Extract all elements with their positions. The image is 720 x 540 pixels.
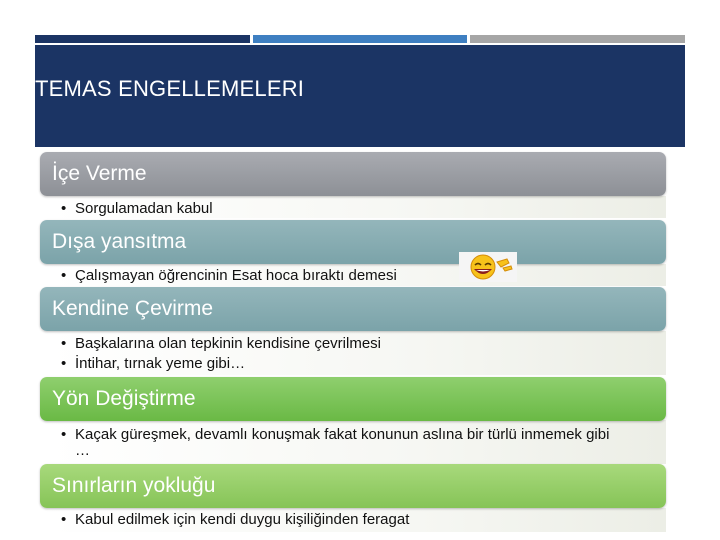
section-1-header-text: İçe Verme (52, 162, 147, 185)
bullet-dot: • (61, 335, 67, 352)
bullet-dot: • (61, 355, 67, 372)
section-2-bullet-1 (61, 268, 397, 284)
section-5-header-text: Sınırların yokluğu (52, 474, 216, 497)
section-3-header-text: Kendine Çevirme (52, 297, 214, 320)
bullet-dot: • (61, 511, 67, 528)
laughing-smiley-icon (459, 252, 517, 282)
section-4-header (40, 377, 666, 421)
section-3-bullet-2 (61, 356, 245, 372)
section-5-bullet-1 (61, 512, 409, 528)
bullet-text: Başkalarına olan tepkinin kendisine çevrilmesi (75, 335, 381, 352)
section-1-bullet-1 (61, 201, 213, 217)
section-2-header-text: Dışa yansıtma (52, 230, 187, 253)
laughing-smiley-icon-svg (459, 252, 517, 282)
bullet-dot: • (61, 267, 67, 284)
accent-bar-3 (470, 35, 685, 43)
bullet-text: Çalışmayan öğrencinin Esat hoca bıraktı demesi (75, 267, 397, 284)
bullet-text: Kabul edilmek için kendi duygu kişiliğinden feragat (75, 511, 410, 528)
section-5-header (40, 464, 666, 508)
bullet-text: Kaçak güreşmek, devamlı konuşmak fakat konunun aslına bir türlü inmemek gibi … (75, 426, 610, 459)
bullet-dot: • (61, 426, 67, 443)
section-4-bullet-1 (61, 427, 621, 459)
bullet-dot: • (61, 200, 67, 217)
section-3-bullet-1 (61, 336, 381, 352)
section-3-header (40, 287, 666, 331)
slide-title: TEMAS ENGELLEMELERI (35, 76, 305, 101)
bullet-text: Sorgulamadan kabul (75, 200, 213, 217)
section-4-header-text: Yön Değiştirme (52, 387, 196, 410)
section-1-header (40, 152, 666, 196)
accent-bar-2 (253, 35, 467, 43)
section-2-header (40, 220, 666, 264)
bullet-text: İntihar, tırnak yeme gibi… (75, 355, 246, 372)
accent-bar-1 (35, 35, 250, 43)
